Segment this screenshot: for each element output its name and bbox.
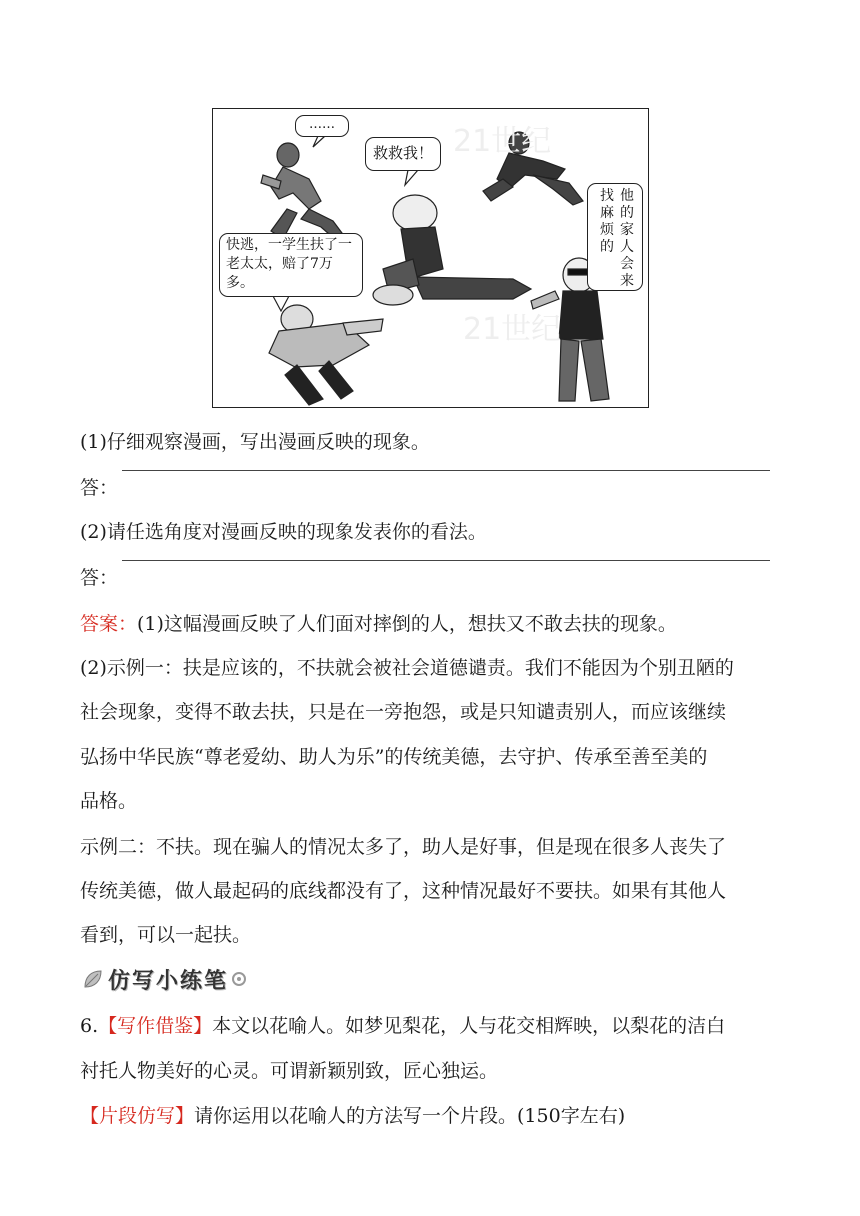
svg-text:21世纪: 21世纪 [463, 312, 562, 347]
task-6-text-2: 请你运用以花喻人的方法写一个片段。(150字左右) [194, 1105, 626, 1127]
answer-line-2: (2)示例一：扶是应该的，不扶就会被社会道德谴责。我们不能因为个别丑陋的 [80, 657, 734, 679]
answer-line-6: 示例二：不扶。现在骗人的情况太多了，助人是好事，但是现在很多人丧失了 [80, 836, 727, 858]
cartoon-illustration [212, 108, 649, 408]
svg-text:21世纪: 21世纪 [453, 124, 552, 159]
task-number: 6. [80, 1015, 99, 1037]
answer-line-3: 社会现象，变得不敢去扶，只是在一旁抱怨，或是只知谴责别人，而应该继续 [80, 701, 727, 723]
answer-label: 答案： [80, 613, 138, 635]
speech-bubble-family [587, 183, 643, 291]
circle-ornament-icon [231, 971, 247, 987]
bubble-family-column-1: 他 的 家 人 会 来 [620, 188, 634, 289]
answer-line-1 [80, 610, 677, 638]
answer-label-2: 答： [80, 567, 119, 589]
leaf-icon [82, 968, 104, 990]
answer-label-1: 答： [80, 477, 119, 499]
bubble-family-column-2: 找 麻 烦 的 [600, 188, 614, 255]
tag-writing-reference: 【写作借鉴】 [98, 1015, 213, 1037]
question-2: (2)请任选角度对漫画反映的现象发表你的看法。 [80, 521, 487, 543]
speech-bubble-help: 救救我！ [365, 137, 441, 171]
section-title: 仿写小练笔 [108, 968, 229, 994]
task-6-line-2: 衬托人物美好的心灵。可谓新颖别致，匠心独运。 [80, 1060, 499, 1082]
task-6-line-3 [80, 1102, 625, 1130]
answer-line-4: 弘扬中华民族“尊老爱幼、助人为乐”的传统美德，去守护、传承至善至美的 [80, 746, 708, 768]
answer-line-8: 看到，可以一起扶。 [80, 924, 252, 946]
answer-blank-2[interactable] [122, 560, 770, 561]
answer-line-7: 传统美德，做人最起码的底线都没有了，这种情况最好不要扶。如果有其他人 [80, 880, 727, 902]
speech-bubble-run: 快逃，一学生扶了一老太太，赔了7万多。 [219, 233, 363, 297]
tag-fragment-imitation: 【片段仿写】 [80, 1105, 195, 1127]
section-heading [82, 963, 247, 995]
answer-line-5: 品格。 [80, 790, 138, 812]
answer-text-1: (1)这幅漫画反映了人们面对摔倒的人，想扶又不敢去扶的现象。 [137, 613, 677, 635]
question-1: (1)仔细观察漫画，写出漫画反映的现象。 [80, 431, 430, 453]
speech-bubble-dots: …… [295, 115, 349, 137]
answer-blank-1[interactable] [122, 470, 770, 471]
task-6-text-1: 本文以花喻人。如梦见梨花，人与花交相辉映，以梨花的洁白 [212, 1015, 726, 1037]
task-6-line-1 [80, 1012, 725, 1040]
